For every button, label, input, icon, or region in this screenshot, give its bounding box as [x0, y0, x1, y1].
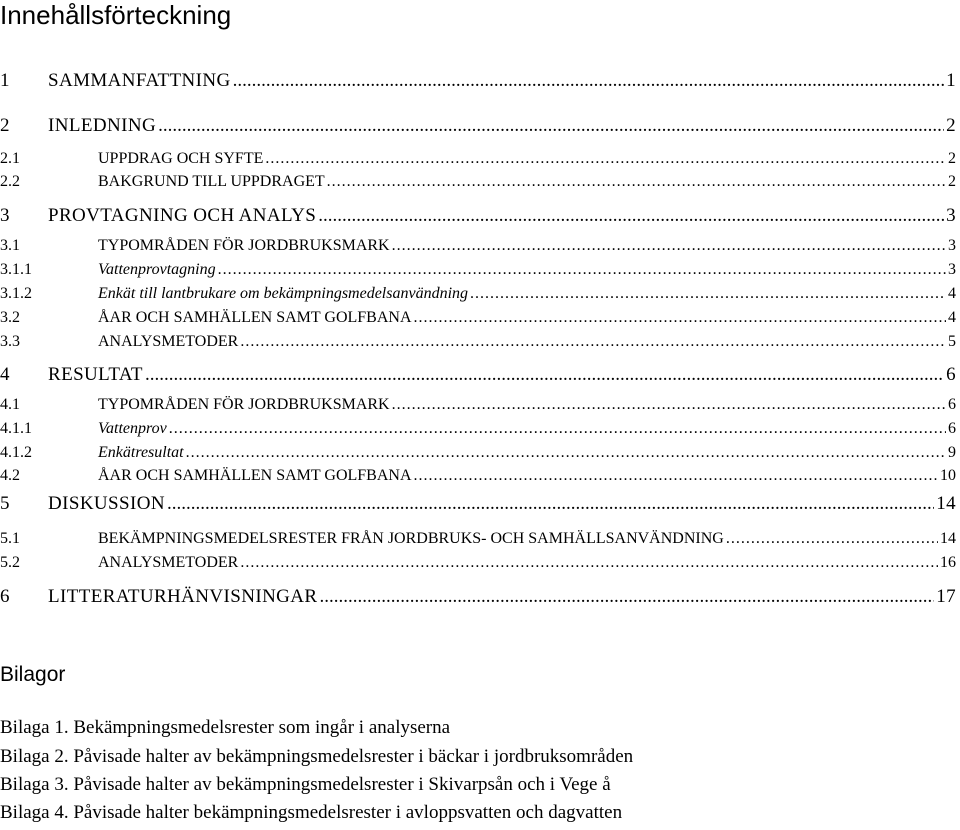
toc-entry-page: 4 [948, 285, 956, 302]
toc-entry-label: SAMMANFATTNING [48, 70, 231, 91]
toc-entry-page: 2 [948, 173, 956, 190]
toc-entry[interactable] [0, 205, 956, 229]
toc-dot-leader [318, 205, 944, 227]
toc-dot-leader [186, 444, 946, 462]
toc-dot-leader [169, 420, 946, 438]
toc-entry-page: 1 [946, 70, 956, 91]
appendix-heading: Bilagor [0, 663, 66, 686]
toc-entry[interactable] [0, 530, 956, 554]
toc-entry[interactable] [0, 554, 956, 578]
toc-entry-number: 3.1.2 [0, 285, 32, 302]
toc-dot-leader [470, 285, 946, 303]
toc-entry-number: 5 [0, 493, 10, 514]
toc-entry-number: 4 [0, 364, 10, 385]
toc-entry-page: 5 [948, 333, 956, 350]
toc-dot-leader [240, 554, 938, 572]
toc-dot-leader [327, 173, 946, 191]
toc-entry-number: 3.2 [0, 309, 20, 326]
toc-entry-page: 9 [948, 444, 956, 461]
toc-entry[interactable] [0, 237, 956, 261]
toc-entry[interactable] [0, 493, 956, 517]
toc-entry-label: ÅAR OCH SAMHÄLLEN SAMT GOLFBANA [98, 309, 412, 326]
toc-dot-leader [414, 309, 946, 327]
toc-entry[interactable] [0, 420, 956, 444]
toc-dot-leader [218, 261, 946, 279]
toc-entry-page: 2 [946, 115, 956, 136]
toc-entry-page: 6 [948, 396, 956, 413]
toc-entry-number: 3.1.1 [0, 261, 32, 278]
toc-entry-label: UPPDRAG OCH SYFTE [98, 150, 264, 167]
toc-entry[interactable] [0, 309, 956, 333]
toc-entry-label: RESULTAT [48, 364, 143, 385]
toc-dot-leader [265, 150, 946, 168]
toc-dot-leader [233, 70, 945, 92]
toc-entry[interactable] [0, 173, 956, 197]
toc-entry[interactable] [0, 396, 956, 420]
appendix-item: Bilaga 2. Påvisade halter av bekämpningsmedelsrester i bäckar i jordbruksområden [0, 746, 634, 767]
toc-entry[interactable] [0, 467, 956, 491]
toc-entry-number: 4.1 [0, 396, 20, 413]
appendix-item: Bilaga 3. Påvisade halter av bekämpningsmedelsrester i Skivarpsån och i Vege å [0, 774, 611, 795]
toc-entry[interactable] [0, 261, 956, 285]
toc-entry[interactable] [0, 150, 956, 174]
toc-entry[interactable] [0, 333, 956, 357]
toc-entry[interactable] [0, 70, 956, 94]
toc-entry-page: 14 [940, 530, 956, 547]
toc-entry-label: BAKGRUND TILL UPPDRAGET [98, 173, 325, 190]
appendix-item: Bilaga 1. Bekämpningsmedelsrester som ingår i analyserna [0, 717, 451, 738]
toc-entry-page: 3 [948, 261, 956, 278]
toc-entry-number: 5.2 [0, 554, 20, 571]
toc-entry-label: Vattenprov [98, 420, 167, 437]
toc-entry-label: ANALYSMETODER [98, 333, 239, 350]
toc-entry[interactable] [0, 115, 956, 139]
toc-entry-page: 10 [940, 467, 956, 484]
toc-entry-label: LITTERATURHÄNVISNINGAR [48, 586, 318, 607]
toc-dot-leader [158, 115, 944, 137]
toc-entry-page: 3 [948, 237, 956, 254]
toc-entry-number: 2 [0, 115, 10, 136]
toc-entry-number: 2.1 [0, 150, 20, 167]
toc-entry-page: 3 [946, 205, 956, 226]
toc-entry-label: BEKÄMPNINGSMEDELSRESTER FRÅN JORDBRUKS- OCH SAMHÄLLSANVÄNDNING [98, 530, 724, 547]
toc-entry-number: 1 [0, 70, 10, 91]
toc-entry-number: 4.1.2 [0, 444, 32, 461]
toc-entry-page: 16 [940, 554, 956, 571]
toc-entry-label: ÅAR OCH SAMHÄLLEN SAMT GOLFBANA [98, 467, 412, 484]
toc-entry-page: 17 [936, 586, 956, 607]
toc-entry-page: 6 [946, 364, 956, 385]
toc-entry-label: Enkätresultat [98, 444, 184, 461]
appendix-item: Bilaga 4. Påvisade halter bekämpningsmedelsrester i avloppsvatten och dagvatten [0, 802, 623, 823]
toc-dot-leader [320, 586, 935, 608]
toc-entry-page: 14 [936, 493, 956, 514]
toc-entry-number: 4.1.1 [0, 420, 32, 437]
toc-dot-leader [392, 396, 946, 414]
toc-dot-leader [167, 493, 934, 515]
toc-entry-label: Enkät till lantbrukare om bekämpningsmedelsanvändning [98, 285, 469, 302]
toc-entry[interactable] [0, 586, 956, 610]
toc-entry-number: 3.1 [0, 237, 20, 254]
toc-entry-number: 4.2 [0, 467, 20, 484]
toc-entry-label: TYPOMRÅDEN FÖR JORDBRUKSMARK [98, 237, 390, 254]
toc-entry-label: TYPOMRÅDEN FÖR JORDBRUKSMARK [98, 396, 390, 413]
toc-entry-label: PROVTAGNING OCH ANALYS [48, 205, 317, 226]
toc-entry-label: INLEDNING [48, 115, 157, 136]
toc-entry-number: 2.2 [0, 173, 20, 190]
toc-dot-leader [392, 237, 946, 255]
toc-entry-page: 4 [948, 309, 956, 326]
toc-dot-leader [414, 467, 938, 485]
toc-dot-leader [145, 364, 944, 386]
toc-entry-number: 5.1 [0, 530, 20, 547]
toc-entry-number: 6 [0, 586, 10, 607]
toc-entry-number: 3 [0, 205, 10, 226]
toc-entry-number: 3.3 [0, 333, 20, 350]
toc-entry[interactable] [0, 285, 956, 309]
toc-entry-page: 2 [948, 150, 956, 167]
toc-entry-label: ANALYSMETODER [98, 554, 239, 571]
toc-entry-page: 6 [948, 420, 956, 437]
toc-dot-leader [240, 333, 946, 351]
toc-dot-leader [726, 530, 938, 548]
page-title: Innehållsförteckning [0, 0, 232, 30]
toc-entry-label: DISKUSSION [48, 493, 165, 514]
toc-entry[interactable] [0, 364, 956, 388]
toc-entry-label: Vattenprovtagning [98, 261, 216, 278]
toc-entry[interactable] [0, 444, 956, 468]
